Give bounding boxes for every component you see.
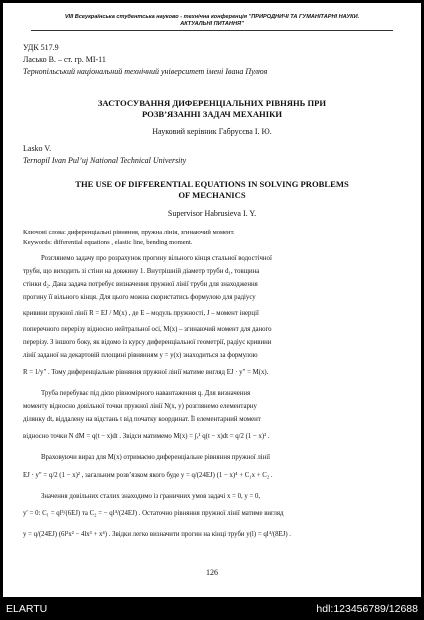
supervisor-ua: Науковий керівник Габрусєва І. Ю. [152,127,272,136]
conference-header-line-2: АКТУАЛЬНІ ПИТАННЯ" [180,20,244,27]
title-ua-line-1: ЗАСТОСУВАННЯ ДИФЕРЕНЦІАЛЬНИХ РІВНЯНЬ ПРИ [97,98,327,108]
affiliation-en: Ternopil Ivan Pul’uj National Technical University [23,156,187,165]
title-en-line-1: THE USE OF DIFFERENTIAL EQUATIONS IN SOLVING PROBLEMS [75,179,349,189]
body-line: стінки d₂. Дана задача потребує визначення пружної лінії труби для знаходження [23,281,258,288]
body-line: Розглянемо задачу про розрахунок прогину вільного кінця стальної водостічної [41,255,272,262]
author-en: Lasko V. [23,144,52,153]
body-line: лінії заданої на декартовій площині рівнянням y = y(x) знаходиться за формулою [23,352,258,359]
body-line: y′ = 0: C₁ = ql³/(6EJ) та C₂ = − ql⁴/(24EJ) . Остаточно рівняння пружної лінії матиме вигляд [23,510,284,517]
conference-header [3,14,421,27]
author-ua: Ласько В. – ст. гр. МІ-11 [23,55,106,64]
title-en-line-2: OF MECHANICS [178,190,246,200]
body-line: відносно точки N dM = q(t − x)dt . Звідси матимемо M(x) = ∫ₓ¹ q(t − x)dt = q/2 (1 − x)² . [23,433,270,440]
keywords-en: Keywords: differential equations , elastic line, bending moment. [23,239,193,246]
handle-identifier[interactable]: hdl:123456789/12688 [316,603,418,615]
supervisor-en: Supervisor Habrusieva I. Y. [167,209,257,218]
udk-code: УДК 517.9 [23,43,59,52]
body-line: ділянку dt, віддалену на відстань t від початку координат. Її елементарний момент [23,416,261,423]
body-line: поперечного перерізу відносно нейтральної осі, M(x) – згинаючий момент для даного [23,326,272,333]
page-number: 126 [206,568,218,577]
body-line: EJ · y″ = q/2 (1 − x)² , загальним розв’язком якого буде y = q/(24EJ) (1 − x)⁴ + C₁x + C₂ . [23,472,273,479]
conference-header-line-1: VIII Всеукраїнська студентська науково - технічна конференція "ПРИРОДНИЧІ ТА ГУМАНІТАРНІ НАУКИ. [64,14,360,20]
footer-bar [0,597,424,620]
body-line: Труба перебуває під дією рівномірного навантаження q. Для визначення [41,390,251,397]
title-ua-line-2: РОЗВ’ЯЗАННІ ЗАДАЧ МЕХАНІКИ [141,109,283,119]
body-line: Враховуючи вираз для M(x) отримаємо диференціальне рівняння пружної лінії [41,454,271,461]
body-line: прогину її вільного кінця. Для цього можна скористатись формулою для радіусу [23,294,256,301]
document-page [3,3,421,597]
body-line: труби, що виходить зі стіни на довжину 1. Внутрішній діаметр труби d₁, товщина [23,268,260,275]
body-line: перерізу. З іншого боку, як відомо із курсу диференціальної геометрії, радіус кривини [23,339,272,346]
repository-name: ELARTU [6,603,48,615]
keywords-ua: Ключові слова: диференціальні рівняння, пружна лінія, згинаючий момент. [23,229,235,236]
body-line: Значення довільних сталих знаходимо із граничних умов задачі x = 0, y = 0, [41,493,261,500]
affiliation-ua: Тернопільський національний технічний університет імені Івана Пулюя [23,67,268,76]
body-line: моменту відносно довільної точки пружної лінії N(x, y) розглянемо елементарну [23,403,257,410]
body-line: кривини пружної лінії R = EJ / M(x) , де E – модуль пружності, J – момент інерції [23,310,259,317]
body-line: y = q/(24EJ) (6l²x² − 4lx³ + x⁴) . Звідки легко визначити прогин на кінці труби y(l) = ql⁴/(8EJ) . [23,531,291,538]
body-line: R = 1/y″ . Тому диференціальне рівняння пружної лінії матиме вигляд EJ · y″ = M(x). [23,369,269,376]
header-divider [31,30,393,31]
